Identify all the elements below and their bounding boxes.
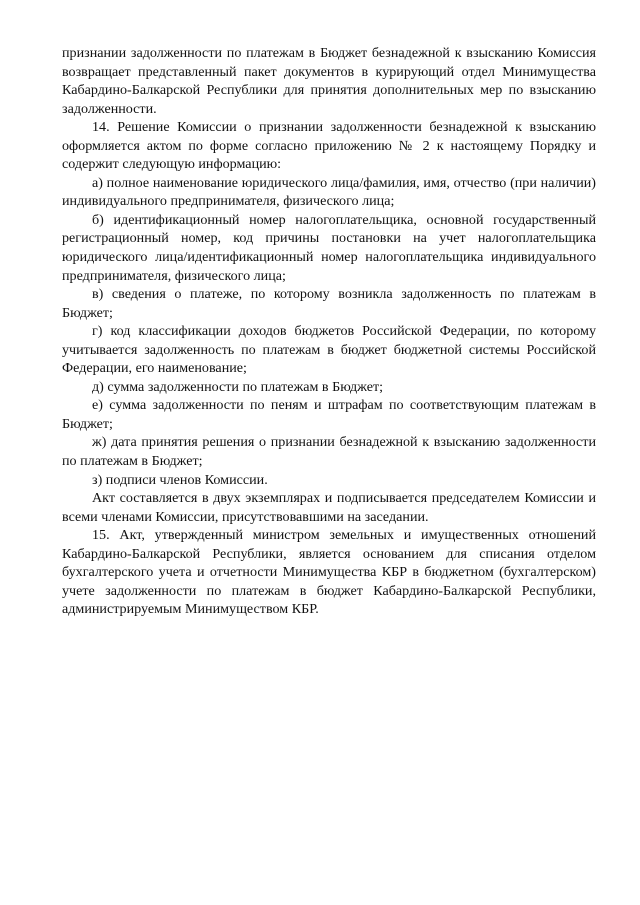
paragraph-continuation: признании задолженности по платежам в Бюджет безнадежной к взысканию Комиссия возвращает представленный пакет документов в курирующий отдел Минимущества Кабардино-Балкарской Республики для принятия дополнительных мер по взысканию задолженности. — [62, 45, 596, 117]
scan-footer-mark — [440, 889, 600, 895]
list-item-d: д) сумма задолженности по платежам в Бюджет; — [92, 378, 384, 395]
list-item-b: б) идентификационный номер налогоплательщика, основной государственный регистрационный номер, код причины постановки на учет налогоплательщика юридического лица/идентификационный номер налогоплательщика индивидуального предпринимателя, физического лица; — [62, 211, 596, 284]
list-item-v: в) сведения о платеже, по которому возникла задолженность по платежам в Бюджет; — [62, 286, 596, 321]
list-item-zh: ж) дата принятия решения о признании безнадежной к взысканию задолженности по платежам в Бюджет; — [62, 434, 596, 470]
document-page — [62, 44, 596, 619]
list-item-g: г) код классификации доходов бюджетов Российской Федерации, по которому учитывается задолженность по платежам в бюджет бюджетной системы Российской Федерации, его наименование; — [62, 323, 596, 377]
list-item-a: а) полное наименование юридического лица/фамилия, имя, отчество (при наличии) индивидуального предпринимателя, физического лица; — [62, 174, 596, 210]
paragraph-item-15: 15. Акт, утвержденный министром земельных и имущественных отношений Кабардино-Балкарской Республики, является основанием для списания отделом бухгалтерского учета и отчетности Минимущества КБР в бюджетном (бухгалтерском) учете задолженности по платежам в бюджет Кабардино-Балкарской Республики, администрируемым Минимуществом КБР. — [62, 527, 596, 618]
list-item-z: з) подписи членов Комиссии. — [92, 471, 268, 488]
list-item-e: е) сумма задолженности по пеням и штрафам по соответствующим платежам в Бюджет; — [62, 397, 596, 432]
paragraph-item-14: 14. Решение Комиссии о признании задолженности безнадежной к взысканию оформляется актом по форме согласно приложению № 2 к настоящему Порядку и содержит следующую информацию: — [62, 119, 596, 173]
paragraph-act: Акт составляется в двух экземплярах и подписывается председателем Комиссии и всеми членами Комиссии, присутствовавшими на заседании. — [62, 490, 596, 525]
